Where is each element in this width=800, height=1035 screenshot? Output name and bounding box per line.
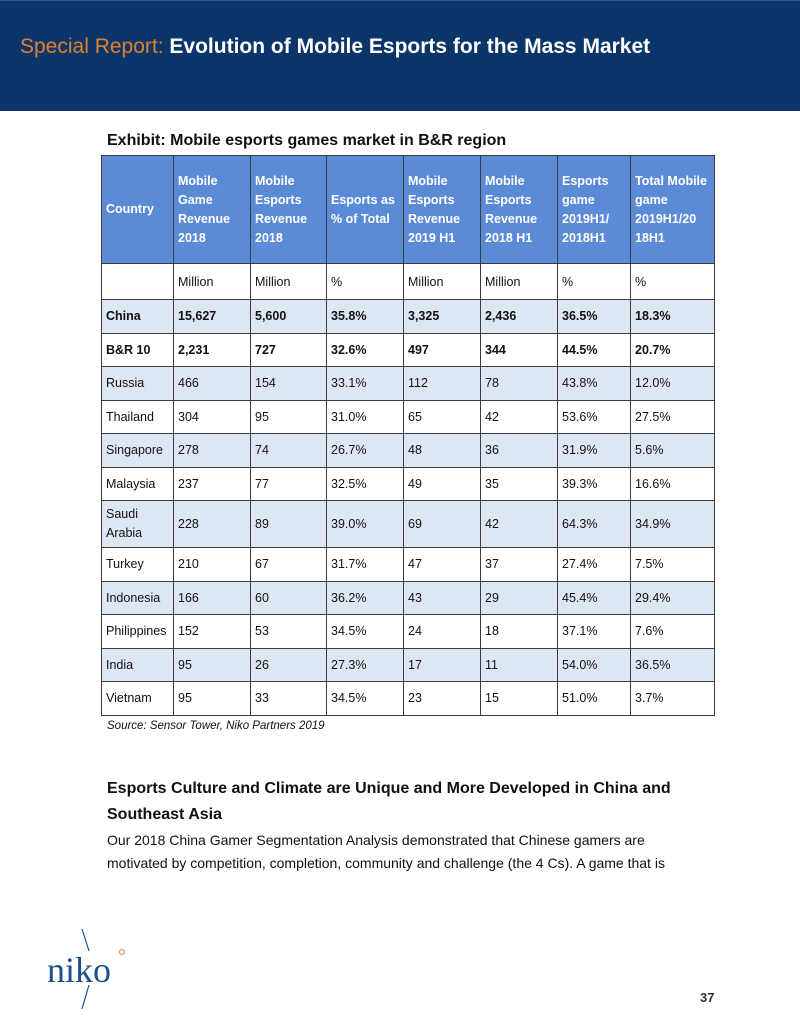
value-cell: 2,231 — [174, 333, 251, 367]
value-cell: 39.0% — [327, 501, 404, 548]
table-header-row — [102, 156, 715, 264]
value-cell: 33.1% — [327, 367, 404, 401]
country-cell: Russia — [102, 367, 174, 401]
section-heading: Esports Culture and Climate are Unique and More Developed in China and Southeast Asia — [107, 780, 671, 823]
unit-cell: Million — [404, 264, 481, 300]
column-header: Mobile Esports Revenue 2019 H1 — [404, 156, 481, 264]
column-header: Mobile Esports Revenue 2018 — [251, 156, 327, 264]
value-cell: 64.3% — [558, 501, 631, 548]
value-cell: 12.0% — [631, 367, 715, 401]
value-cell: 67 — [251, 548, 327, 582]
value-cell: 36.2% — [327, 581, 404, 615]
country-cell: Singapore — [102, 434, 174, 468]
value-cell: 278 — [174, 434, 251, 468]
value-cell: 3,325 — [404, 300, 481, 334]
report-title-prefix: Special Report: — [20, 35, 164, 58]
value-cell: 44.5% — [558, 333, 631, 367]
value-cell: 37 — [481, 548, 558, 582]
report-title-main: Evolution of Mobile Esports for the Mass Market — [169, 35, 651, 58]
value-cell: 43.8% — [558, 367, 631, 401]
value-cell: 7.5% — [631, 548, 715, 582]
table-row — [102, 548, 715, 582]
unit-cell: % — [558, 264, 631, 300]
table-row — [102, 581, 715, 615]
column-header: Country — [102, 156, 174, 264]
country-cell: Philippines — [102, 615, 174, 649]
unit-cell — [102, 264, 174, 300]
value-cell: 65 — [404, 400, 481, 434]
value-cell: 237 — [174, 467, 251, 501]
niko-logo — [44, 927, 134, 1012]
value-cell: 152 — [174, 615, 251, 649]
value-cell: 36 — [481, 434, 558, 468]
value-cell: 78 — [481, 367, 558, 401]
value-cell: 47 — [404, 548, 481, 582]
value-cell: 43 — [404, 581, 481, 615]
value-cell: 166 — [174, 581, 251, 615]
value-cell: 95 — [251, 400, 327, 434]
value-cell: 344 — [481, 333, 558, 367]
value-cell: 54.0% — [558, 648, 631, 682]
value-cell: 210 — [174, 548, 251, 582]
value-cell: 727 — [251, 333, 327, 367]
value-cell: 95 — [174, 648, 251, 682]
value-cell: 51.0% — [558, 682, 631, 716]
unit-cell: % — [631, 264, 715, 300]
country-cell: Turkey — [102, 548, 174, 582]
value-cell: 60 — [251, 581, 327, 615]
value-cell: 7.6% — [631, 615, 715, 649]
value-cell: 26.7% — [327, 434, 404, 468]
country-cell: China — [102, 300, 174, 334]
value-cell: 32.6% — [327, 333, 404, 367]
column-header: Total Mobile game 2019H1/20 18H1 — [631, 156, 715, 264]
value-cell: 34.5% — [327, 682, 404, 716]
value-cell: 48 — [404, 434, 481, 468]
column-header: Esports game 2019H1/ 2018H1 — [558, 156, 631, 264]
value-cell: 53.6% — [558, 400, 631, 434]
country-cell: Malaysia — [102, 467, 174, 501]
value-cell: 18.3% — [631, 300, 715, 334]
value-cell: 5,600 — [251, 300, 327, 334]
unit-cell: % — [327, 264, 404, 300]
source-note: Source: Sensor Tower, Niko Partners 2019 — [107, 720, 325, 732]
value-cell: 34.9% — [631, 501, 715, 548]
column-header: Mobile Esports Revenue 2018 H1 — [481, 156, 558, 264]
value-cell: 24 — [404, 615, 481, 649]
value-cell: 17 — [404, 648, 481, 682]
table-row — [102, 333, 715, 367]
value-cell: 304 — [174, 400, 251, 434]
value-cell: 34.5% — [327, 615, 404, 649]
value-cell: 37.1% — [558, 615, 631, 649]
column-header: Esports as % of Total — [327, 156, 404, 264]
value-cell: 20.7% — [631, 333, 715, 367]
logo-dot-icon — [119, 949, 125, 955]
value-cell: 154 — [251, 367, 327, 401]
value-cell: 27.4% — [558, 548, 631, 582]
value-cell: 77 — [251, 467, 327, 501]
value-cell: 36.5% — [558, 300, 631, 334]
value-cell: 29.4% — [631, 581, 715, 615]
header-banner — [0, 0, 800, 111]
value-cell: 69 — [404, 501, 481, 548]
table-row — [102, 367, 715, 401]
value-cell: 27.5% — [631, 400, 715, 434]
value-cell: 31.7% — [327, 548, 404, 582]
table-row — [102, 648, 715, 682]
value-cell: 42 — [481, 400, 558, 434]
country-cell: B&R 10 — [102, 333, 174, 367]
exhibit-title: Exhibit: Mobile esports games market in B&R region — [107, 132, 507, 149]
value-cell: 32.5% — [327, 467, 404, 501]
page-number: 37 — [700, 990, 715, 1005]
country-cell: Saudi Arabia — [102, 501, 174, 548]
value-cell: 35.8% — [327, 300, 404, 334]
value-cell: 27.3% — [327, 648, 404, 682]
value-cell: 26 — [251, 648, 327, 682]
value-cell: 228 — [174, 501, 251, 548]
value-cell: 23 — [404, 682, 481, 716]
column-header: Mobile Game Revenue 2018 — [174, 156, 251, 264]
value-cell: 31.0% — [327, 400, 404, 434]
value-cell: 35 — [481, 467, 558, 501]
unit-cell: Million — [481, 264, 558, 300]
value-cell: 45.4% — [558, 581, 631, 615]
value-cell: 53 — [251, 615, 327, 649]
value-cell: 89 — [251, 501, 327, 548]
value-cell: 33 — [251, 682, 327, 716]
body-paragraph: Our 2018 China Gamer Segmentation Analysis demonstrated that Chinese gamers are motivated by competition, completion, community and challenge (the 4 Cs). A game that is — [107, 832, 665, 871]
value-cell: 29 — [481, 581, 558, 615]
unit-cell: Million — [251, 264, 327, 300]
table-row — [102, 501, 715, 548]
value-cell: 49 — [404, 467, 481, 501]
value-cell: 42 — [481, 501, 558, 548]
table-row — [102, 467, 715, 501]
value-cell: 5.6% — [631, 434, 715, 468]
value-cell: 466 — [174, 367, 251, 401]
value-cell: 11 — [481, 648, 558, 682]
table-row — [102, 682, 715, 716]
value-cell: 31.9% — [558, 434, 631, 468]
units-row — [102, 264, 715, 300]
report-title — [20, 35, 650, 59]
value-cell: 2,436 — [481, 300, 558, 334]
logo-wordmark: niko — [47, 950, 112, 990]
value-cell: 74 — [251, 434, 327, 468]
table-row — [102, 300, 715, 334]
value-cell: 3.7% — [631, 682, 715, 716]
value-cell: 18 — [481, 615, 558, 649]
country-cell: Vietnam — [102, 682, 174, 716]
table-row — [102, 434, 715, 468]
unit-cell: Million — [174, 264, 251, 300]
value-cell: 112 — [404, 367, 481, 401]
value-cell: 95 — [174, 682, 251, 716]
value-cell: 497 — [404, 333, 481, 367]
table-row — [102, 615, 715, 649]
country-cell: India — [102, 648, 174, 682]
value-cell: 36.5% — [631, 648, 715, 682]
country-cell: Indonesia — [102, 581, 174, 615]
country-cell: Thailand — [102, 400, 174, 434]
value-cell: 39.3% — [558, 467, 631, 501]
market-table — [101, 155, 715, 716]
value-cell: 16.6% — [631, 467, 715, 501]
value-cell: 15,627 — [174, 300, 251, 334]
value-cell: 15 — [481, 682, 558, 716]
table-row — [102, 400, 715, 434]
table-body — [102, 300, 715, 716]
